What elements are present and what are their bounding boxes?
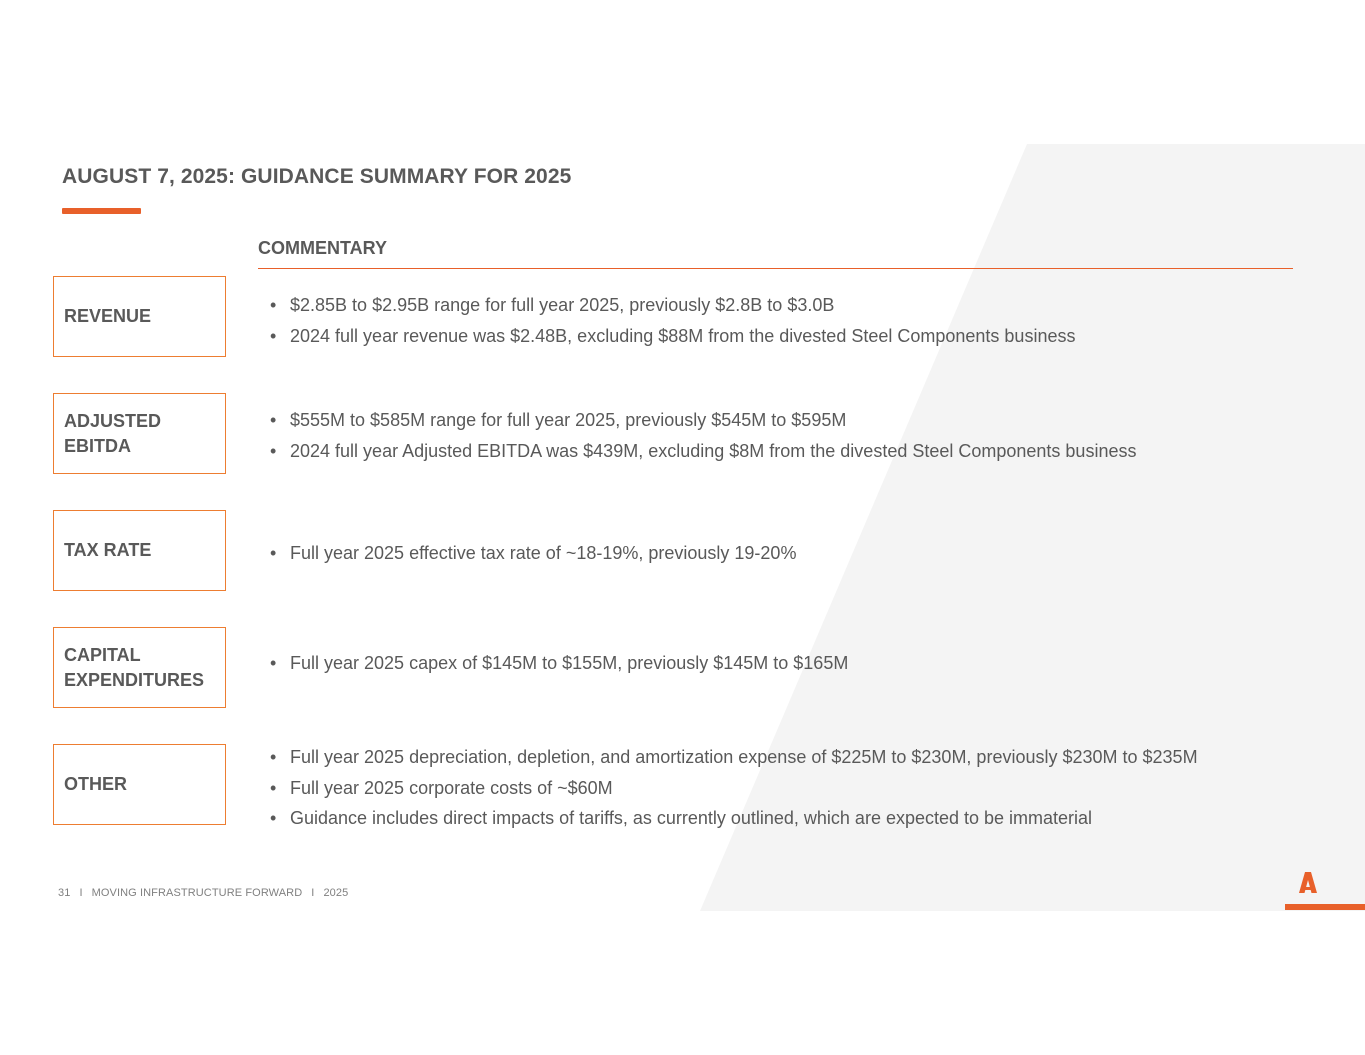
commentary-header: COMMENTARY — [258, 238, 387, 258]
bullet-list-revenue — [270, 290, 1075, 351]
category-box-other — [53, 744, 226, 825]
category-box-revenue — [53, 276, 226, 357]
bullet-list-other — [270, 742, 1198, 834]
title-accent-bar — [62, 208, 141, 214]
bullet-item: • $2.85B to $2.95B range for full year 2025, previously $2.8B to $3.0B — [270, 290, 1075, 321]
category-box-capital-expenditures — [53, 627, 226, 708]
category-label: REVENUE — [64, 306, 152, 326]
footer — [58, 887, 348, 899]
footer-separator: I — [311, 887, 315, 899]
category-label: OTHER — [64, 774, 127, 794]
bullet-item: • $555M to $585M range for full year 2025, previously $545M to $595M — [270, 405, 1136, 436]
footer-separator: I — [79, 887, 83, 899]
bullet-item: • Full year 2025 capex of $145M to $155M, previously $145M to $165M — [270, 648, 848, 679]
footer-tagline: MOVING INFRASTRUCTURE FORWARD — [91, 887, 303, 899]
category-label: CAPITAL EXPENDITURES — [64, 644, 205, 690]
commentary-divider — [258, 268, 1293, 269]
bullet-list-tax-rate — [270, 538, 796, 569]
bullet-item: • Guidance includes direct impacts of tariffs, as currently outlined, which are expected to be immaterial — [270, 803, 1198, 834]
page-number: 31 — [58, 887, 71, 899]
bullet-item: • 2024 full year Adjusted EBITDA was $439M, excluding $8M from the divested Steel Components business — [270, 436, 1136, 467]
category-label: ADJUSTED EBITDA — [64, 410, 162, 456]
bullet-list-adjusted-ebitda — [270, 405, 1136, 466]
bullet-item: • Full year 2025 effective tax rate of ~18-19%, previously 19-20% — [270, 538, 796, 569]
category-box-adjusted-ebitda — [53, 393, 226, 474]
footer-year: 2025 — [323, 887, 349, 899]
bullet-item: • Full year 2025 corporate costs of ~$60M — [270, 773, 1198, 804]
category-label: TAX RATE — [64, 540, 152, 560]
arcosa-logo-icon — [1285, 868, 1365, 913]
page-title: AUGUST 7, 2025: GUIDANCE SUMMARY FOR 2025 — [62, 165, 572, 188]
bullet-item: • 2024 full year revenue was $2.48B, excluding $88M from the divested Steel Components business — [270, 321, 1075, 352]
bullet-list-capital-expenditures — [270, 648, 848, 679]
bullet-item: • Full year 2025 depreciation, depletion, and amortization expense of $225M to $230M, previously $230M to $235M — [270, 742, 1198, 773]
category-box-tax-rate — [53, 510, 226, 591]
